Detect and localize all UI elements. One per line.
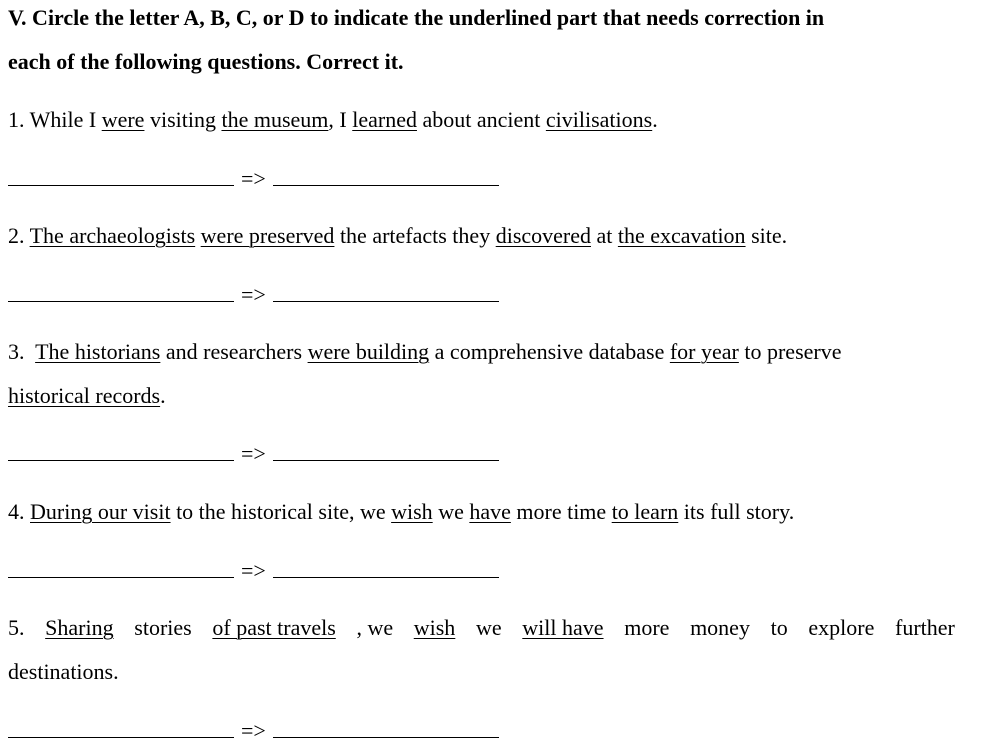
underlined-part[interactable]: will have — [522, 615, 604, 640]
question-number: 4. — [8, 499, 25, 524]
question-text: While I — [29, 107, 102, 132]
question-word: further — [895, 615, 955, 640]
question-number: 1. — [8, 107, 25, 132]
question-text: site. — [745, 223, 788, 248]
question-word: to — [770, 615, 788, 640]
question-number: 3. — [8, 339, 25, 364]
underlined-part[interactable]: the excavation — [617, 223, 746, 248]
question-5 — [8, 615, 955, 641]
underlined-part[interactable]: were preserved — [200, 223, 335, 248]
question-text: destinations. — [8, 659, 119, 684]
question-5-continuation — [8, 659, 119, 685]
underlined-part[interactable]: civilisations — [545, 107, 653, 132]
underlined-part[interactable]: have — [469, 499, 511, 524]
question-3-continuation — [8, 383, 166, 409]
question-text: , I — [328, 107, 353, 132]
question-text: its full story. — [678, 499, 795, 524]
underlined-part[interactable]: historical records — [8, 383, 161, 408]
underlined-part[interactable]: wish — [413, 615, 456, 640]
question-4 — [8, 499, 794, 525]
question-text: to the historical site, we — [170, 499, 392, 524]
underlined-part[interactable]: Sharing — [45, 615, 114, 640]
question-text: . — [160, 383, 166, 408]
answer-blank-correct[interactable] — [273, 717, 499, 738]
underlined-part[interactable]: for year — [669, 339, 739, 364]
underlined-part[interactable]: the museum — [221, 107, 329, 132]
underlined-part[interactable]: were building — [307, 339, 430, 364]
question-text: visiting — [144, 107, 222, 132]
question-2 — [8, 223, 787, 249]
answer-row-2 — [8, 281, 499, 308]
question-number: 2. — [8, 223, 25, 248]
question-number: 5. — [8, 615, 25, 640]
answer-blank-correct[interactable] — [273, 557, 499, 578]
underlined-part[interactable]: were — [101, 107, 145, 132]
question-text: to preserve — [738, 339, 842, 364]
question-text: we — [432, 499, 470, 524]
question-text: and researchers — [160, 339, 308, 364]
underlined-part[interactable]: wish — [391, 499, 433, 524]
underlined-part[interactable]: The historians — [35, 339, 161, 364]
question-text: . — [652, 107, 658, 132]
question-text: more time — [510, 499, 612, 524]
instruction-line-2: each of the following questions. Correct it. — [8, 49, 404, 74]
answer-row-1 — [8, 165, 499, 192]
answer-blank-correct[interactable] — [273, 281, 499, 302]
underlined-part[interactable]: to learn — [611, 499, 679, 524]
question-1 — [8, 107, 658, 133]
question-word: stories — [134, 615, 192, 640]
answer-blank-wrong[interactable] — [8, 557, 234, 578]
underlined-part[interactable]: discovered — [495, 223, 591, 248]
arrow: => — [241, 558, 266, 583]
answer-row-4 — [8, 557, 499, 584]
question-word: money — [690, 615, 750, 640]
question-text: a comprehensive database — [429, 339, 670, 364]
answer-blank-wrong[interactable] — [8, 440, 234, 461]
answer-blank-correct[interactable] — [273, 165, 499, 186]
instruction-line-1: V. Circle the letter A, B, C, or D to indicate the underlined part that needs correction in — [8, 5, 825, 30]
answer-row-5 — [8, 717, 499, 744]
arrow: => — [241, 441, 266, 466]
arrow: => — [241, 718, 266, 743]
underlined-part[interactable]: learned — [352, 107, 417, 132]
question-text: the artefacts they — [334, 223, 496, 248]
underlined-part[interactable]: of past travels — [212, 615, 336, 640]
question-text: at — [591, 223, 618, 248]
question-word: , we — [356, 615, 394, 640]
question-text: about ancient — [416, 107, 546, 132]
underlined-part[interactable]: The archaeologists — [29, 223, 196, 248]
arrow: => — [241, 282, 266, 307]
answer-row-3 — [8, 440, 499, 467]
answer-blank-wrong[interactable] — [8, 281, 234, 302]
underlined-part[interactable]: During our visit — [30, 499, 171, 524]
arrow: => — [241, 166, 266, 191]
question-word: explore — [808, 615, 875, 640]
answer-blank-wrong[interactable] — [8, 165, 234, 186]
question-3 — [8, 339, 841, 365]
answer-blank-wrong[interactable] — [8, 717, 234, 738]
answer-blank-correct[interactable] — [273, 440, 499, 461]
question-word: we — [475, 615, 502, 640]
question-word: more — [624, 615, 670, 640]
